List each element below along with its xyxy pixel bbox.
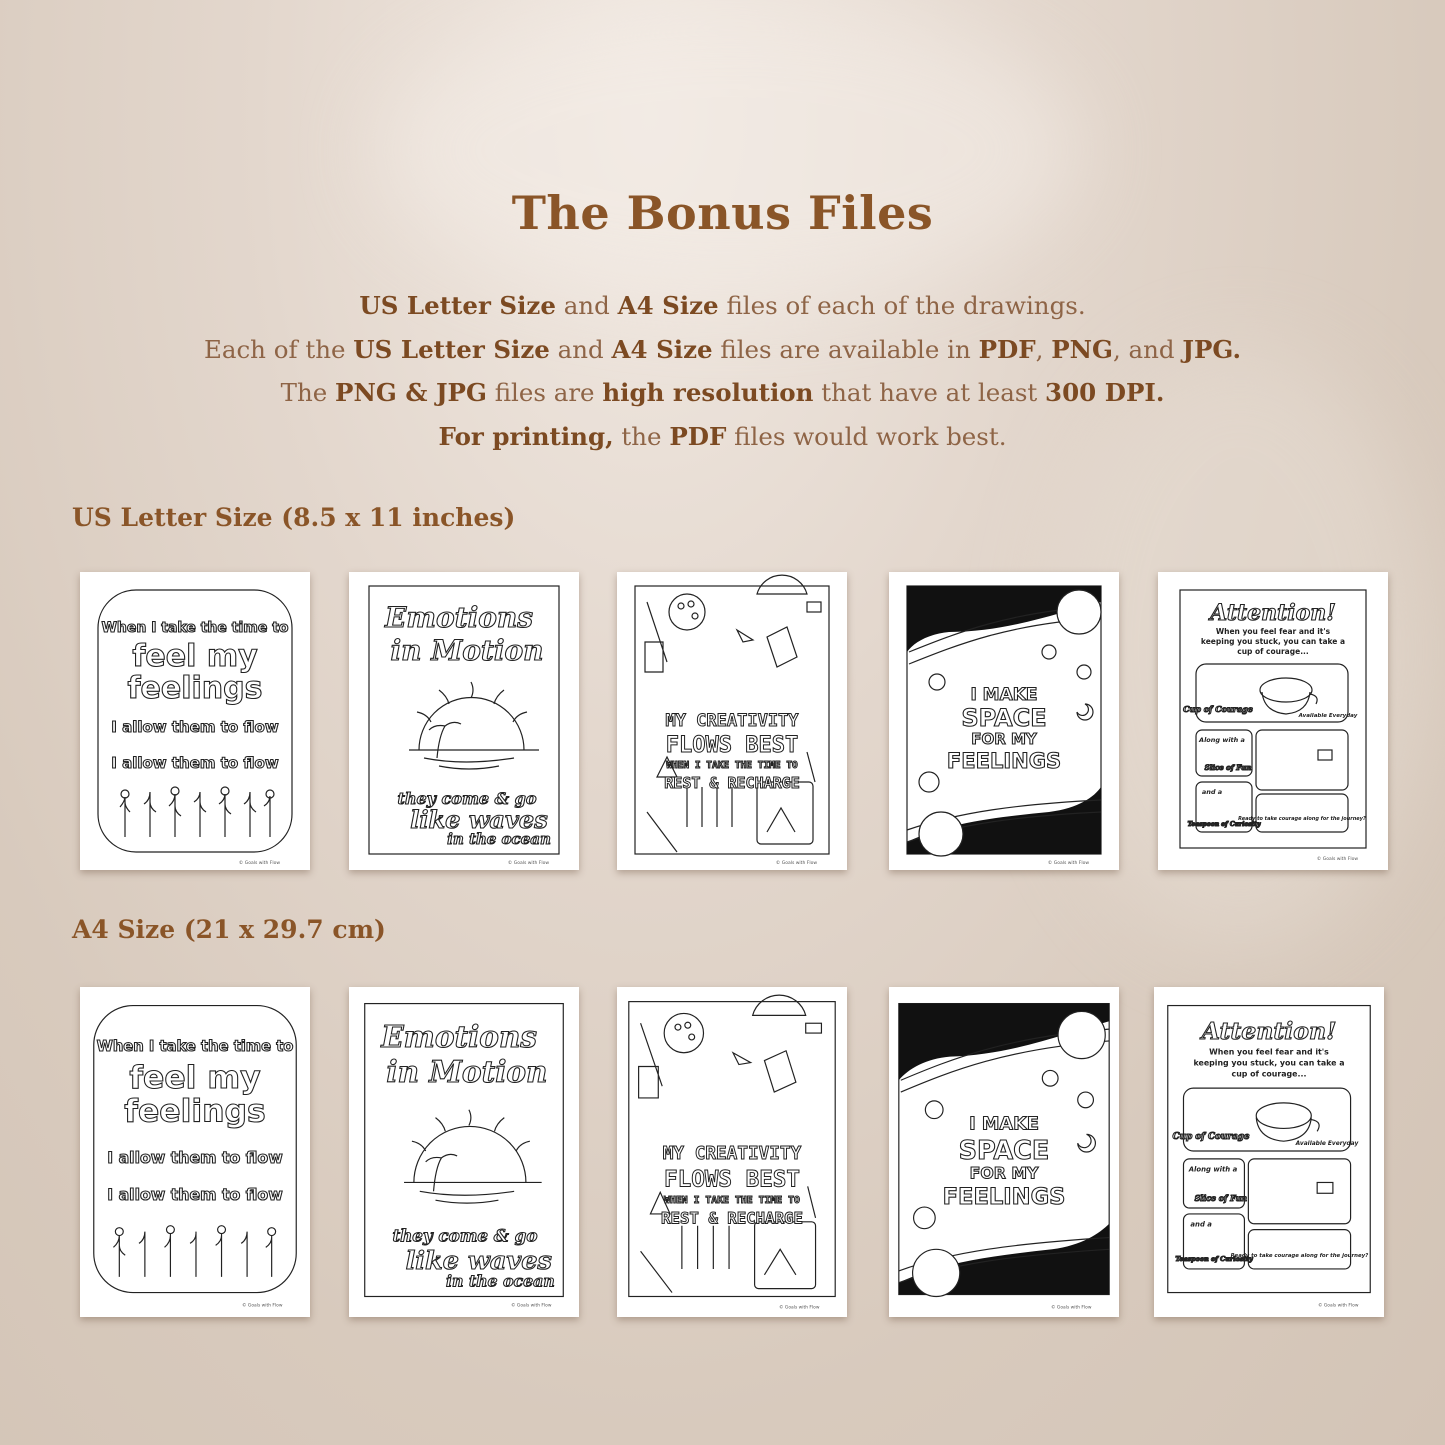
- svg-text:Along with a: Along with a: [1199, 736, 1245, 744]
- svg-text:in Motion: in Motion: [386, 1054, 548, 1090]
- svg-text:Attention!: Attention!: [1210, 600, 1336, 626]
- page-thumbnail-attention-letter[interactable]: [1158, 572, 1388, 870]
- svg-text:When you feel fear and it's: When you feel fear and it's: [1215, 627, 1331, 636]
- page-thumbnail-space-letter[interactable]: [889, 572, 1119, 870]
- svg-text:feelings: feelings: [127, 671, 263, 706]
- svg-text:© Goals with Flow: © Goals with Flow: [511, 1303, 552, 1309]
- intro-line-2: Each of the US Letter Size and A4 Size files are available in PDF, PNG, and JPG.: [203, 334, 1242, 364]
- page-thumbnail-creativity-letter[interactable]: [617, 572, 847, 870]
- intro-line-1: US Letter Size and A4 Size files of each of the drawings.: [359, 291, 1086, 320]
- page-thumbnail-space-a4[interactable]: [889, 987, 1119, 1317]
- svg-text:I allow them to flow: I allow them to flow: [107, 1185, 283, 1205]
- svg-text:FOR MY: FOR MY: [969, 1163, 1039, 1183]
- svg-text:Slice of Fun: Slice of Fun: [1194, 1194, 1248, 1204]
- svg-text:feel my: feel my: [129, 1060, 261, 1097]
- svg-text:and a: and a: [1201, 788, 1223, 796]
- svg-text:When I take the time to: When I take the time to: [101, 620, 289, 636]
- page-title: The Bonus Files: [511, 186, 934, 240]
- svg-text:© Goals with Flow: © Goals with Flow: [1316, 857, 1358, 862]
- svg-text:they come & go: they come & go: [392, 1225, 538, 1246]
- svg-text:REST & RECHARGE: REST & RECHARGE: [664, 774, 800, 792]
- svg-text:keeping you stuck, you can tak: keeping you stuck, you can take a: [1200, 637, 1346, 646]
- intro-line-3: The PNG & JPG files are high resolution that have at least 300 DPI.: [280, 378, 1165, 407]
- page-thumbnail-feelings-a4[interactable]: [80, 987, 310, 1317]
- svg-text:© Goals with Flow: © Goals with Flow: [779, 1305, 820, 1311]
- svg-text:feelings: feelings: [124, 1093, 266, 1130]
- svg-text:WHEN I TAKE THE TIME TO: WHEN I TAKE THE TIME TO: [664, 1195, 800, 1207]
- creativity-drawing: [617, 987, 847, 1317]
- svg-text:I MAKE: I MAKE: [969, 1114, 1039, 1135]
- section-heading-a4: A4 Size (21 x 29.7 cm): [72, 915, 386, 944]
- svg-text:Emotions: Emotions: [384, 601, 534, 634]
- svg-text:Attention!: Attention!: [1201, 1016, 1337, 1045]
- intro-line-4: For printing, the PDF files would work best.: [438, 421, 1007, 451]
- svg-text:© Goals with Flow: © Goals with Flow: [1051, 1305, 1092, 1311]
- svg-text:SPACE: SPACE: [958, 1135, 1050, 1166]
- svg-text:feel my: feel my: [132, 639, 258, 674]
- svg-text:keeping you stuck, you can tak: keeping you stuck, you can take a: [1193, 1058, 1345, 1068]
- svg-text:© Goals with Flow: © Goals with Flow: [242, 1303, 283, 1309]
- svg-text:I allow them to flow: I allow them to flow: [111, 754, 279, 772]
- svg-text:Cup of Courage: Cup of Courage: [1183, 704, 1253, 714]
- svg-text:like waves: like waves: [410, 805, 548, 834]
- svg-text:SPACE: SPACE: [961, 704, 1047, 732]
- svg-text:Ready to take courage along fo: Ready to take courage along for the journey?: [1230, 1253, 1369, 1260]
- svg-text:Available Everyday: Available Everyday: [1295, 1141, 1359, 1148]
- background-glow: [380, 0, 1080, 300]
- svg-text:MY CREATIVITY: MY CREATIVITY: [665, 711, 799, 731]
- svg-text:I allow them to flow: I allow them to flow: [107, 1147, 283, 1167]
- page-thumbnail-emotions-a4[interactable]: [349, 987, 579, 1317]
- svg-text:© Goals with Flow: © Goals with Flow: [507, 861, 549, 866]
- svg-text:Slice of Fun: Slice of Fun: [1204, 763, 1252, 772]
- page-thumbnail-creativity-a4[interactable]: [617, 987, 847, 1317]
- svg-text:© Goals with Flow: © Goals with Flow: [1047, 861, 1089, 866]
- svg-text:When you feel fear and it's: When you feel fear and it's: [1209, 1047, 1329, 1057]
- svg-text:they come & go: they come & go: [397, 789, 537, 808]
- svg-text:cup of courage...: cup of courage...: [1231, 1069, 1307, 1079]
- svg-text:Cup of Courage: Cup of Courage: [1172, 1132, 1250, 1143]
- svg-text:like waves: like waves: [405, 1245, 552, 1276]
- svg-text:Available Everyday: Available Everyday: [1298, 713, 1358, 719]
- feelings-drawing: [80, 987, 310, 1317]
- svg-text:in Motion: in Motion: [390, 634, 544, 667]
- svg-text:in the ocean: in the ocean: [446, 1271, 555, 1291]
- page-thumbnail-emotions-letter[interactable]: [349, 572, 579, 870]
- feelings-drawing: [80, 572, 310, 870]
- svg-text:cup of courage...: cup of courage...: [1237, 647, 1309, 656]
- svg-text:FEELINGS: FEELINGS: [946, 749, 1062, 773]
- page-thumbnail-attention-a4[interactable]: [1154, 987, 1384, 1317]
- svg-text:FEELINGS: FEELINGS: [942, 1184, 1066, 1211]
- svg-text:© Goals with Flow: © Goals with Flow: [1318, 1303, 1359, 1309]
- svg-text:FLOWS BEST: FLOWS BEST: [665, 733, 799, 758]
- svg-text:Ready to take courage along fo: Ready to take courage along for the journey?: [1238, 816, 1366, 822]
- intro-text: [0, 284, 1445, 458]
- emotions-drawing: [349, 987, 579, 1317]
- svg-text:Along with a: Along with a: [1188, 1165, 1238, 1174]
- svg-text:When I take the time to: When I take the time to: [96, 1037, 294, 1055]
- svg-text:FLOWS BEST: FLOWS BEST: [663, 1166, 801, 1193]
- svg-text:WHEN I TAKE THE TIME TO: WHEN I TAKE THE TIME TO: [666, 760, 798, 771]
- svg-text:MY CREATIVITY: MY CREATIVITY: [662, 1143, 802, 1164]
- svg-text:I allow them to flow: I allow them to flow: [111, 718, 279, 736]
- space-drawing: [889, 572, 1119, 870]
- creativity-drawing: [617, 572, 847, 870]
- svg-text:Teaspoon of Curiosity: Teaspoon of Curiosity: [1175, 1255, 1253, 1264]
- svg-text:Teaspoon of Curiosity: Teaspoon of Curiosity: [1187, 821, 1261, 828]
- svg-text:and a: and a: [1190, 1220, 1212, 1229]
- attention-drawing: [1154, 987, 1384, 1317]
- emotions-drawing: [349, 572, 579, 870]
- page-thumbnail-feelings-letter[interactable]: [80, 572, 310, 870]
- svg-text:FOR MY: FOR MY: [971, 730, 1037, 748]
- svg-text:I MAKE: I MAKE: [970, 685, 1038, 705]
- svg-text:REST & RECHARGE: REST & RECHARGE: [661, 1208, 803, 1228]
- svg-text:Emotions: Emotions: [381, 1018, 537, 1054]
- space-drawing: [889, 987, 1119, 1317]
- section-heading-us-letter: US Letter Size (8.5 x 11 inches): [72, 503, 516, 532]
- svg-text:in the ocean: in the ocean: [447, 830, 551, 848]
- svg-text:© Goals with Flow: © Goals with Flow: [775, 861, 817, 866]
- attention-drawing: [1158, 572, 1388, 870]
- svg-text:© Goals with Flow: © Goals with Flow: [238, 861, 280, 866]
